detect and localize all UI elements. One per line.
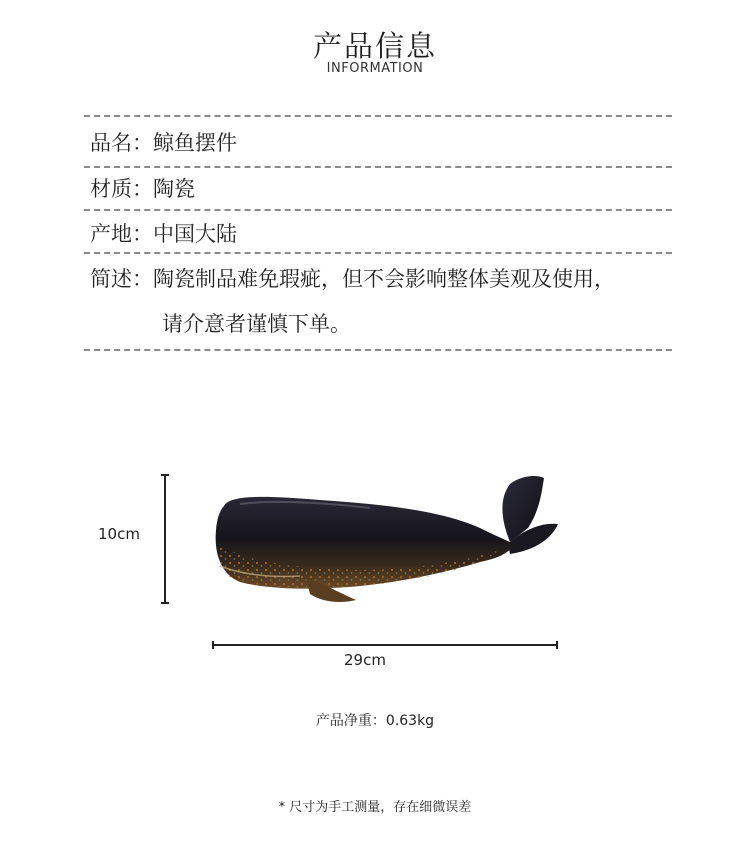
description-label: 简述： (90, 267, 153, 291)
divider (84, 349, 672, 351)
name-value: 鲸鱼摆件 (153, 131, 237, 155)
page-subtitle: INFORMATION (326, 61, 424, 76)
material-label: 材质： (90, 177, 153, 201)
height-label: 10cm (98, 525, 140, 543)
info-row-material (90, 174, 195, 204)
info-row-name (90, 128, 237, 158)
divider (84, 115, 672, 117)
product-weight: 产品净重：0.63kg (315, 713, 435, 729)
page-title: 产品信息 (312, 29, 437, 63)
divider (84, 252, 672, 254)
height-measure-line (164, 474, 166, 604)
divider (84, 209, 672, 211)
divider (84, 166, 672, 168)
length-measure-line (212, 644, 558, 646)
whale-figurine-image (210, 470, 562, 614)
description-line-2: 请介意者谨慎下单。 (162, 312, 351, 336)
name-label: 品名： (90, 131, 153, 155)
material-value: 陶瓷 (153, 177, 195, 201)
origin-value: 中国大陆 (153, 222, 237, 246)
length-label: 29cm (344, 651, 386, 669)
info-row-description (90, 264, 615, 294)
description-line-1: 陶瓷制品难免瑕疵，但不会影响整体美观及使用， (153, 267, 615, 291)
info-row-origin (90, 219, 237, 249)
origin-label: 产地： (90, 222, 153, 246)
measurement-note: * 尺寸为手工测量，存在细微误差 (278, 800, 472, 815)
